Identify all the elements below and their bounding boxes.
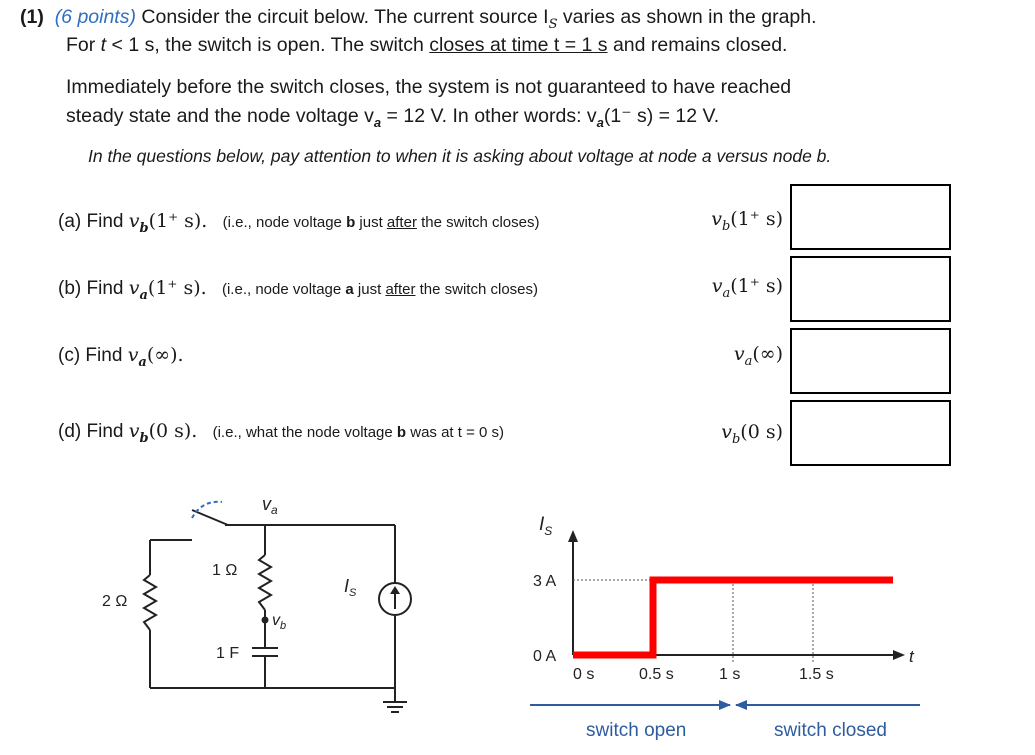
answer-label-d (721, 421, 783, 447)
part-a-tail: (1⁺ s). (148, 210, 208, 232)
answer-c-v: v (733, 343, 745, 365)
y-tick-label: 3 A (533, 573, 557, 590)
cap-label: 1 F (216, 645, 240, 662)
part-a-hint-pre: (i.e., node voltage (222, 214, 347, 231)
y-tick-label: 0 A (533, 648, 557, 665)
problem-text-1: Consider the circuit below. The current source I (141, 6, 549, 28)
part-b-hint-u: after (385, 281, 416, 298)
answer-d-v: v (721, 421, 732, 443)
node-b-dot (262, 617, 269, 624)
part-a-hint-u: after (386, 214, 417, 231)
part-d-hint-post: was at t = 0 s) (406, 424, 505, 441)
va-sub-2: a (596, 114, 604, 130)
note-text: In the questions below, pay attention to when it is asking about voltage at node a versus node b. (88, 146, 832, 166)
part-a-hint-bold: b (346, 214, 356, 231)
problem-text-4c: (1⁻ s) = 12 V. (603, 105, 720, 127)
part-d-tail: (0 s). (148, 420, 198, 442)
answer-box-a[interactable] (790, 184, 951, 250)
y-axis-arrow (568, 530, 578, 542)
answer-d-sub: b (731, 431, 741, 447)
source-label: $I_S$ (344, 576, 357, 599)
part-c-label: (c) Find (58, 345, 128, 366)
problem-line-2 (66, 34, 787, 57)
current-arrow-head (390, 586, 400, 594)
part-c-sub: a (138, 354, 147, 370)
x-axis-arrow (893, 650, 905, 660)
answer-a-v: v (711, 208, 722, 230)
part-a-label: (a) Find (58, 211, 129, 232)
answer-box-b[interactable] (790, 256, 951, 322)
part-c-expr: v (127, 344, 139, 366)
answer-b-v: v (711, 275, 723, 297)
switch-open-label: switch open (586, 720, 687, 741)
problem-line-4 (66, 104, 719, 130)
part-d (58, 420, 504, 446)
problem-text-1b: varies as shown in the graph. (557, 6, 817, 28)
part-c (58, 344, 184, 370)
x-tick-label: 1 s (719, 666, 741, 683)
part-a-hint-post: the switch closes) (416, 214, 540, 231)
problem-text-2t: t (100, 34, 107, 56)
node-b-label: $v_b$ (272, 612, 287, 632)
part-b-sub: a (139, 287, 148, 303)
problem-line-1 (20, 6, 817, 32)
part-b-hint-pre: (i.e., node voltage (221, 281, 346, 298)
answer-b-tail: (1⁺ s) (730, 275, 783, 297)
switch-closed-arrow (735, 700, 747, 710)
problem-text-2u: closes at time t = 1 s (429, 34, 608, 56)
problem-number: (1) (20, 6, 44, 28)
part-b-hint-bold: a (345, 281, 354, 298)
part-a (58, 210, 539, 236)
part-d-expr: v (128, 420, 140, 442)
va-sub-1: a (373, 114, 382, 130)
part-b-tail: (1⁺ s). (147, 277, 207, 299)
node-a-label: $v_a$ (262, 494, 278, 517)
part-c-tail: (∞). (146, 344, 184, 366)
part-b-label: (b) Find (58, 278, 129, 299)
problem-text-2a: For (66, 34, 101, 56)
part-d-hint-bold: b (396, 424, 407, 441)
part-a-expr: v (128, 210, 140, 232)
answer-a-tail: (1⁺ s) (730, 208, 783, 230)
is-subscript: S (548, 16, 558, 32)
answer-c-tail: (∞) (752, 343, 783, 365)
problem-text-4b: = 12 V. In other words: v (381, 105, 597, 127)
answer-box-c[interactable] (790, 328, 951, 394)
problem-text-2c: and remains closed. (607, 34, 788, 56)
x-tick-label: 1.5 s (799, 666, 834, 683)
x-axis-label: t (909, 647, 914, 666)
part-a-hint-mid: just (355, 214, 387, 231)
part-b-expr: v (128, 277, 140, 299)
answer-label-b (712, 275, 783, 301)
part-b-hint-post: the switch closes) (415, 281, 538, 298)
r1-label: 1 Ω (212, 562, 238, 579)
switch-open-arrow (719, 700, 731, 710)
part-b (58, 277, 538, 303)
resistor-1ohm (259, 555, 271, 610)
problem-text-2b: < 1 s, the switch is open. The switch (106, 34, 430, 56)
answer-d-tail: (0 s) (740, 421, 783, 443)
switch-blade (192, 510, 228, 525)
part-d-sub: b (139, 430, 149, 446)
part-d-hint-pre: (i.e., what the node voltage (212, 424, 397, 441)
switch-closed-label: switch closed (774, 720, 887, 741)
answer-box-d[interactable] (790, 400, 951, 466)
answer-a-sub: b (721, 218, 731, 234)
answer-label-a (711, 208, 783, 234)
y-axis-label: $I_S$ (539, 514, 553, 538)
answer-b-sub: a (722, 285, 731, 301)
is-chart (520, 500, 930, 750)
x-tick-label: 0.5 s (639, 666, 674, 683)
x-tick-label: 0 s (573, 666, 595, 683)
problem-line-3: Immediately before the switch closes, the system is not guaranteed to have reached (66, 76, 792, 98)
part-a-sub: b (139, 220, 149, 236)
problem-text-4a: steady state and the node voltage v (66, 105, 374, 127)
r2-label: 2 Ω (102, 593, 128, 610)
part-d-label: (d) Find (58, 421, 129, 442)
answer-c-sub: a (744, 353, 753, 369)
resistor-2ohm (144, 575, 156, 630)
problem-points: (6 points) (54, 6, 136, 28)
answer-label-c (734, 343, 783, 369)
circuit-diagram (80, 480, 440, 750)
part-b-hint-mid: just (353, 281, 386, 298)
